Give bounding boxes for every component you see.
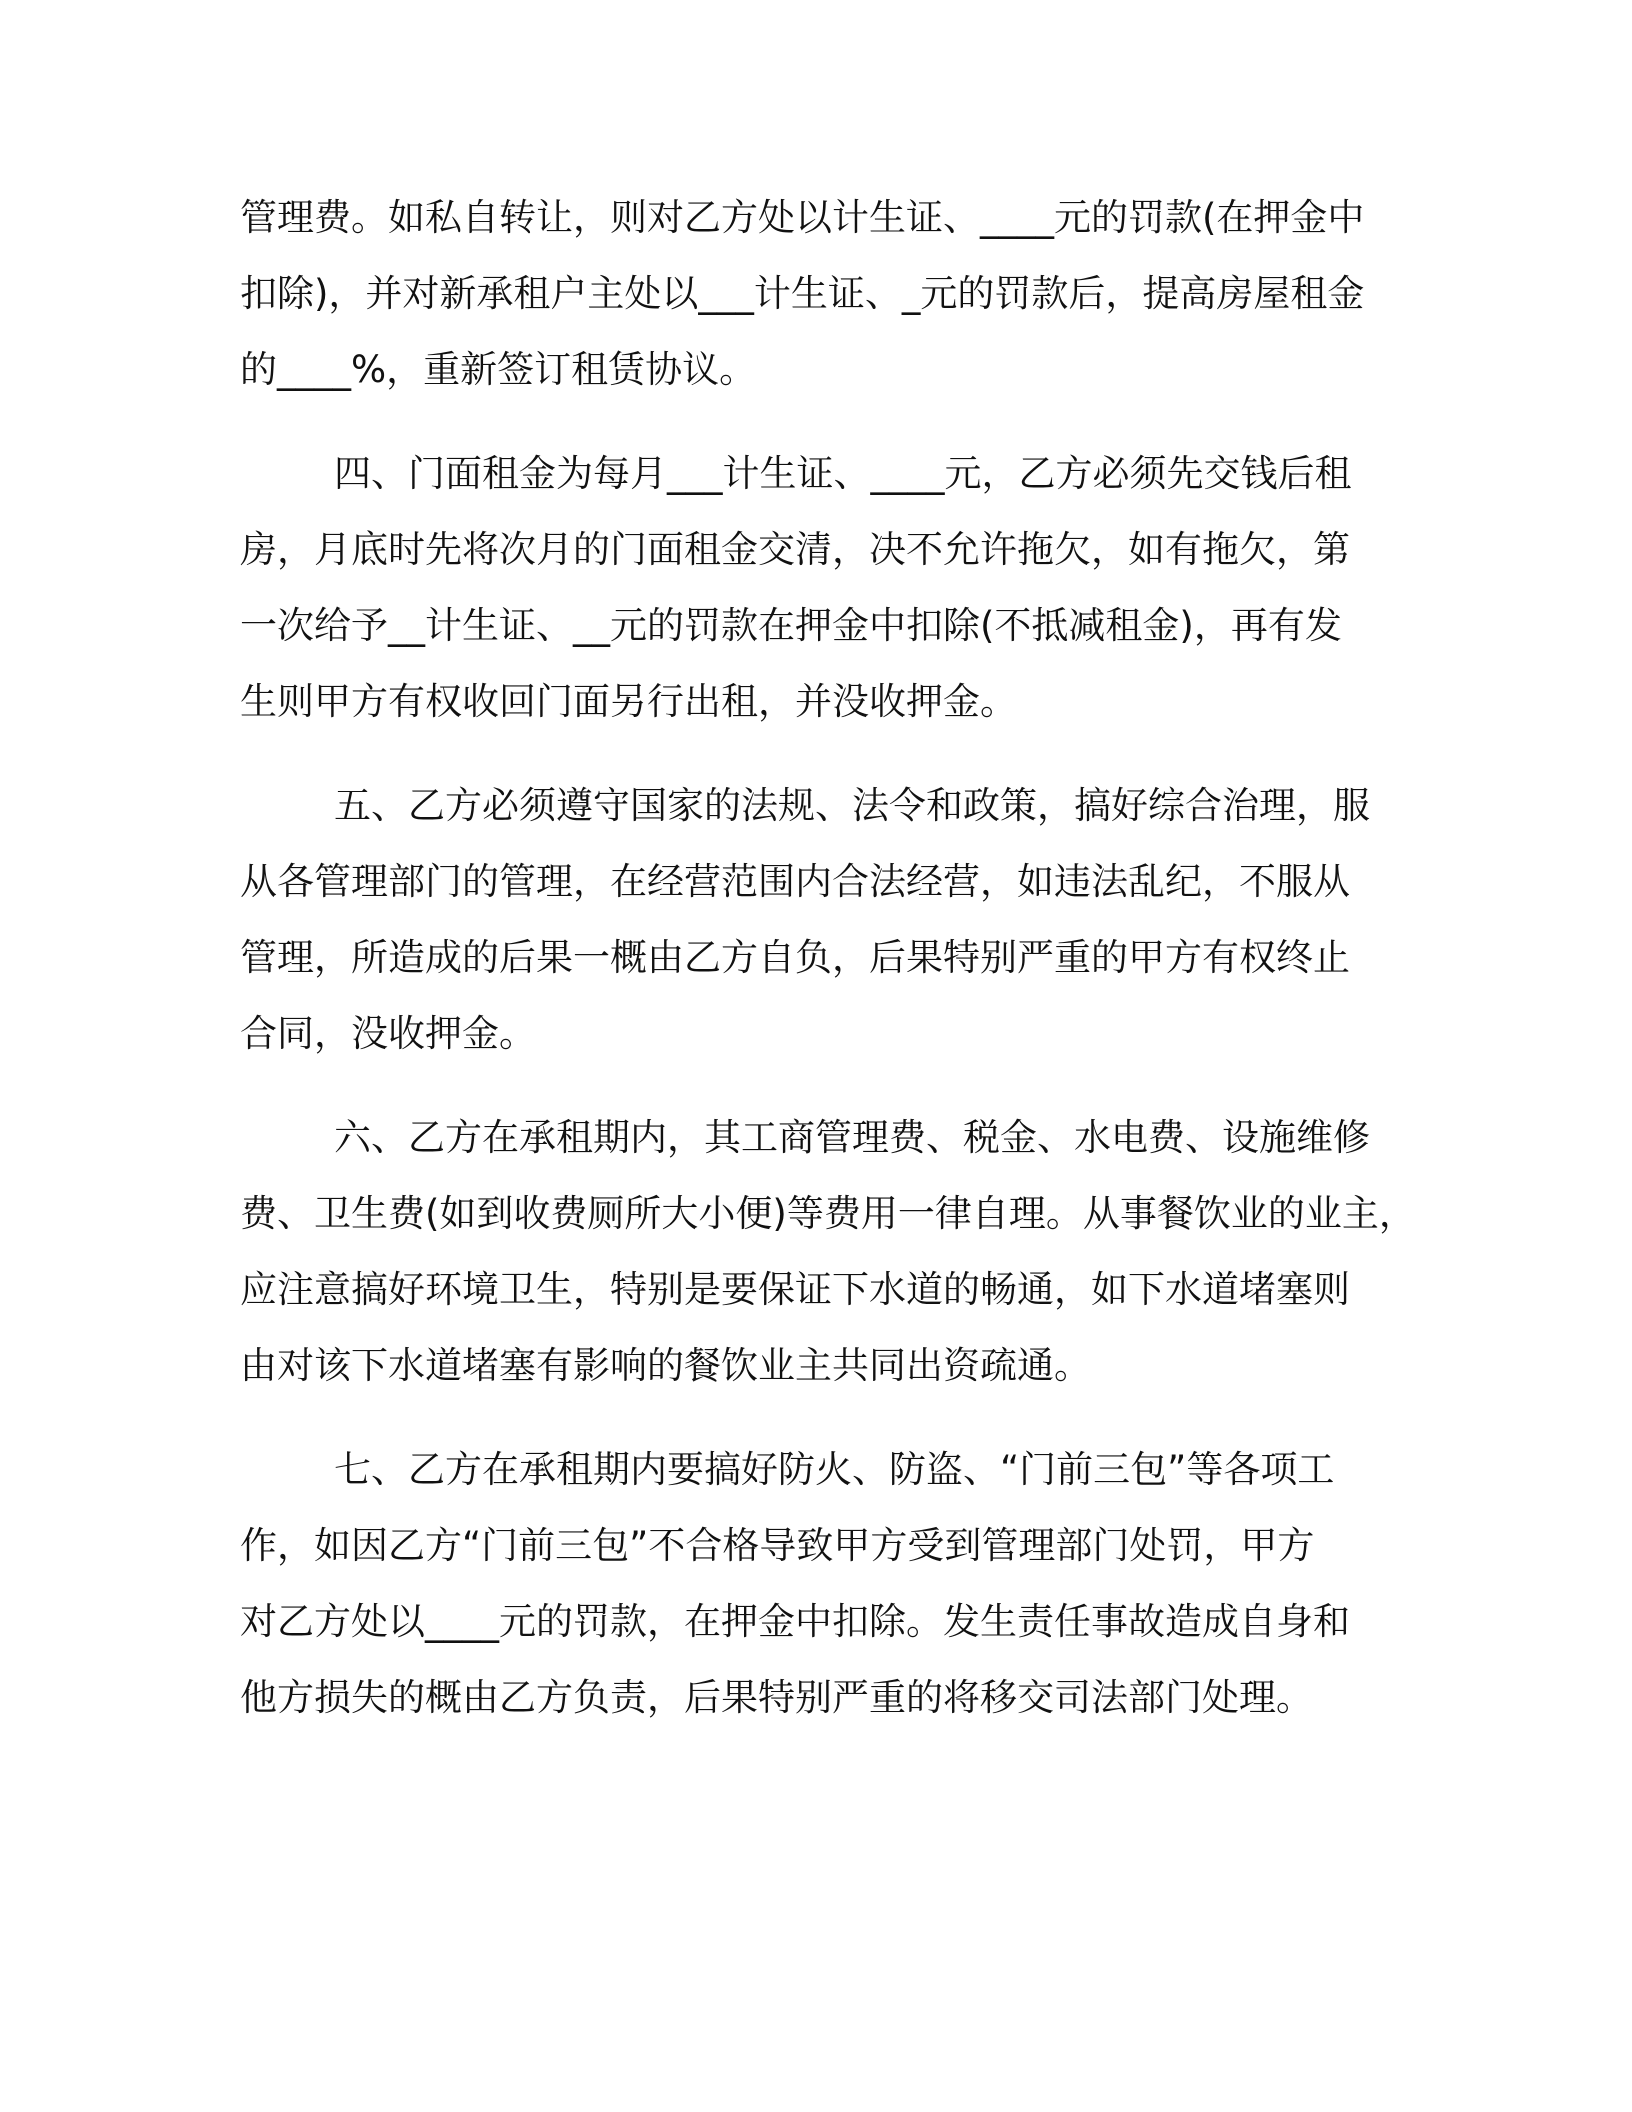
text-line: 合同，没收押金。 xyxy=(240,1012,536,1055)
text-line: 扣除)，并对新承租户主处以___计生证、_元的罚款后，提高房屋租金 xyxy=(240,272,1365,315)
text-line: 作，如因乙方“门前三包”不合格导致甲方受到管理部门处罚，甲方 xyxy=(240,1524,1315,1567)
text-line: 六、乙方在承租期内，其工商管理费、税金、水电费、设施维修 xyxy=(334,1116,1370,1159)
text-line: 五、乙方必须遵守国家的法规、法令和政策，搞好综合治理，服 xyxy=(334,784,1370,827)
text-line: 费、卫生费(如到收费厕所大小便)等费用一律自理。从事餐饮业的业主， xyxy=(240,1192,1416,1235)
text-line: 对乙方处以____元的罚款，在押金中扣除。发生责任事故造成自身和 xyxy=(240,1600,1350,1643)
text-line: 的____%，重新签订租赁协议。 xyxy=(240,348,757,391)
text-line: 生则甲方有权收回门面另行出租，并没收押金。 xyxy=(240,680,1017,723)
text-line: 管理费。如私自转让，则对乙方处以计生证、____元的罚款(在押金中 xyxy=(240,196,1365,239)
text-line: 他方损失的概由乙方负责，后果特别严重的将移交司法部门处理。 xyxy=(240,1676,1313,1719)
text-line: 从各管理部门的管理，在经营范围内合法经营，如违法乱纪，不服从 xyxy=(240,860,1350,903)
text-line: 四、门面租金为每月___计生证、____元，乙方必须先交钱后租 xyxy=(334,452,1352,495)
text-line: 七、乙方在承租期内要搞好防火、防盗、“门前三包”等各项工 xyxy=(334,1448,1335,1491)
text-line: 由对该下水道堵塞有影响的餐饮业主共同出资疏通。 xyxy=(240,1344,1091,1387)
text-line: 管理，所造成的后果一概由乙方自负，后果特别严重的甲方有权终止 xyxy=(240,936,1350,979)
text-line: 应注意搞好环境卫生，特别是要保证下水道的畅通，如下水道堵塞则 xyxy=(240,1268,1350,1311)
text-line: 一次给予__计生证、__元的罚款在押金中扣除(不抵减租金)，再有发 xyxy=(240,604,1342,647)
text-line: 房，月底时先将次月的门面租金交清，决不允许拖欠，如有拖欠，第 xyxy=(240,528,1350,571)
